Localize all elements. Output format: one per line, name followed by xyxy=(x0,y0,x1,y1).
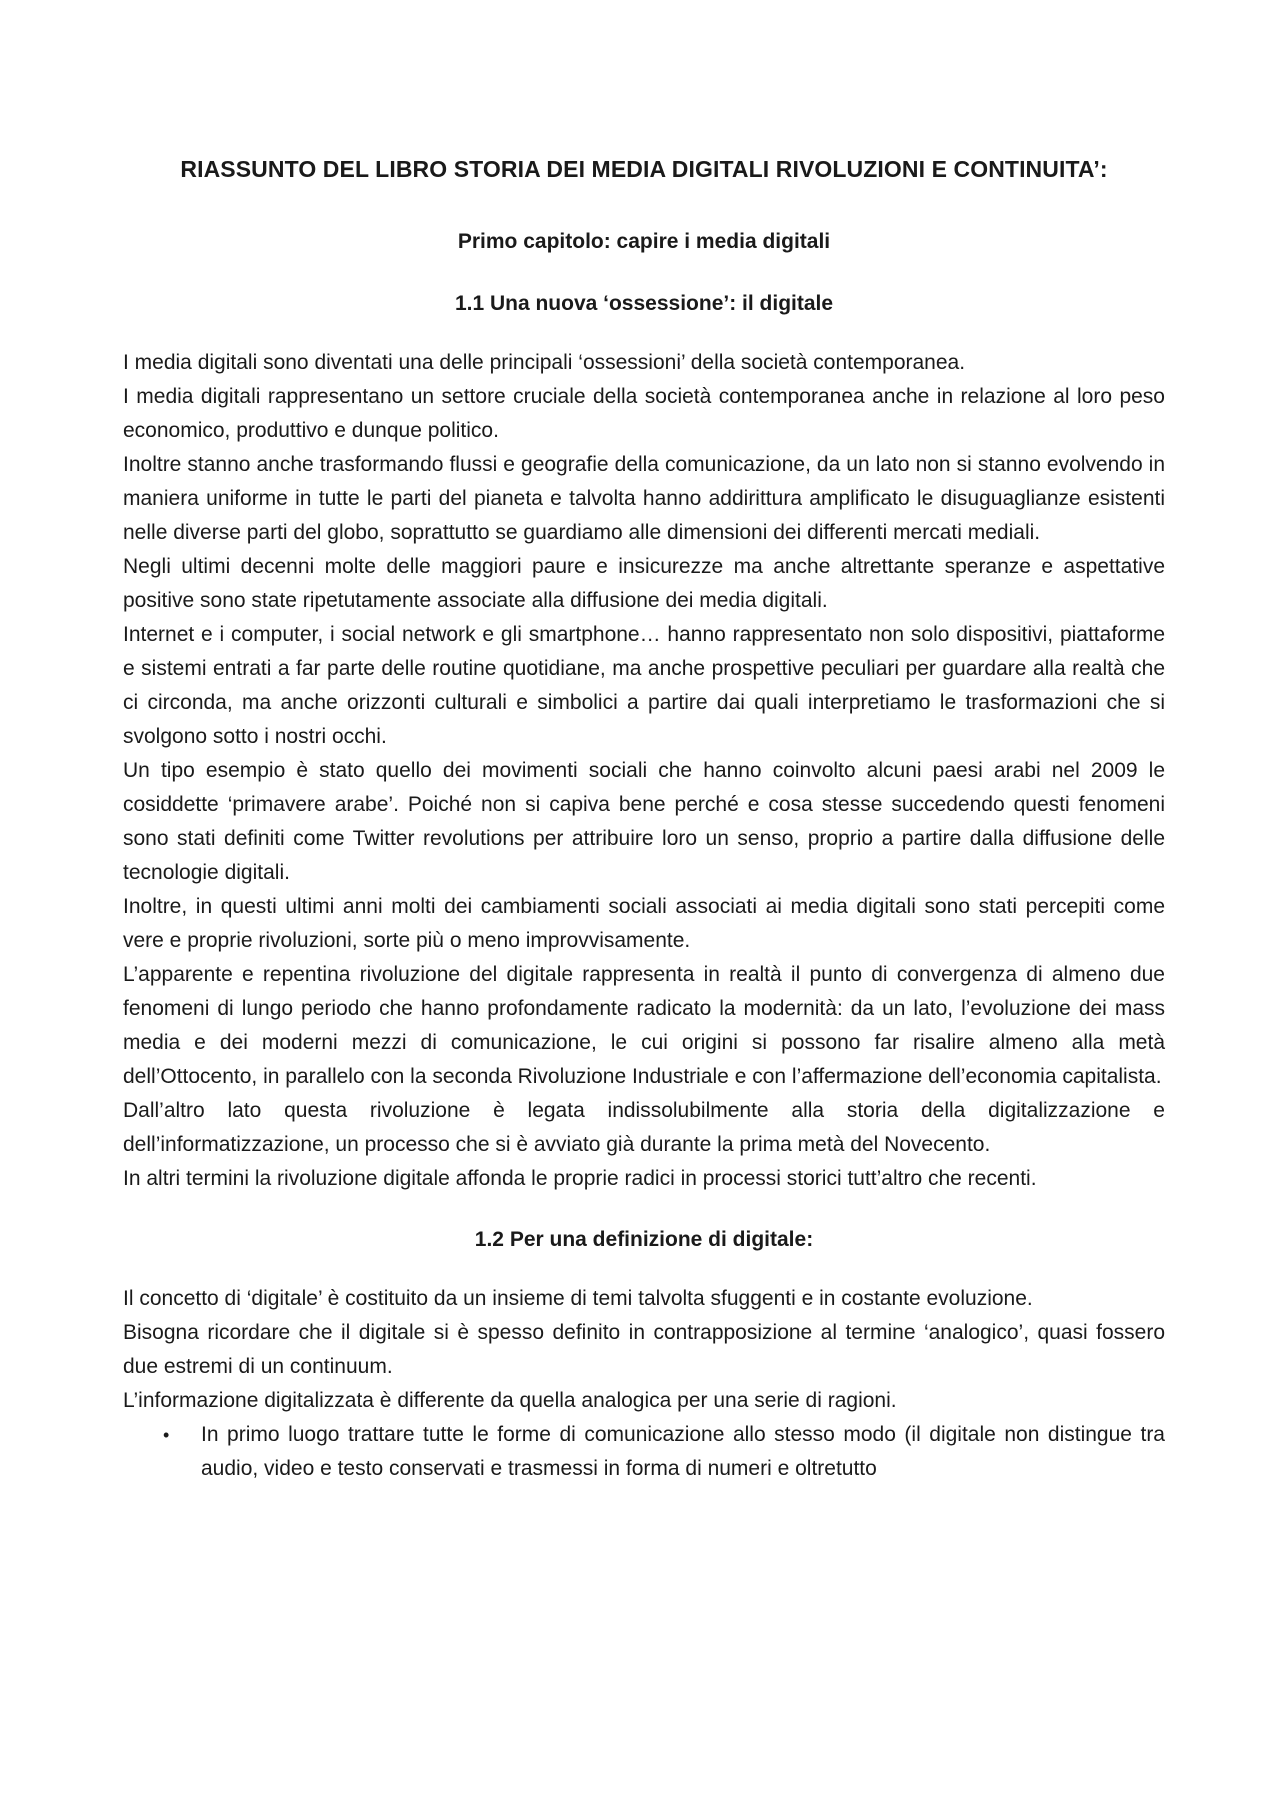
paragraph: Inoltre, in questi ultimi anni molti dei cambiamenti sociali associati ai media digitali sono stati percepiti come vere e proprie rivoluzioni, sorte più o meno improvvisamente. xyxy=(123,895,1165,952)
paragraph: Negli ultimi decenni molte delle maggiori paure e insicurezze ma anche altrettante speranze e aspettative positive sono state ripetutamente associate alla diffusione dei media digitali. xyxy=(123,555,1165,612)
paragraph: I media digitali rappresentano un settore cruciale della società contemporanea anche in relazione al loro peso economico, produttivo e dunque politico. xyxy=(123,385,1165,442)
document-content xyxy=(123,152,1165,1486)
paragraph: L’informazione digitalizzata è differente da quella analogica per una serie di ragioni. xyxy=(123,1389,897,1412)
section-heading-1-2: 1.2 Per una definizione di digitale: xyxy=(474,1228,814,1251)
paragraph: I media digitali sono diventati una delle principali ‘ossessioni’ della società contemporanea. xyxy=(123,351,966,374)
paragraph: Dall’altro lato questa rivoluzione è legata indissolubilmente alla storia della digitalizzazione e dell’informatizzazione, un processo che si è avviato già durante la prima metà del Novecento. xyxy=(123,1099,1165,1156)
paragraph: In altri termini la rivoluzione digitale affonda le proprie radici in processi storici tutt’altro che recenti. xyxy=(123,1167,1037,1190)
paragraph: Inoltre stanno anche trasformando flussi e geografie della comunicazione, da un lato non si stanno evolvendo in maniera uniforme in tutte le parti del pianeta e talvolta hanno addirittura amplificato le disuguaglianze esistenti nelle diverse parti del globo, soprattutto se guardiamo alle dimensioni dei differenti mercati mediali. xyxy=(123,453,1165,544)
paragraph: Il concetto di ‘digitale’ è costituito da un insieme di temi talvolta sfuggenti e in costante evoluzione. xyxy=(123,1287,1033,1310)
paragraph: Un tipo esempio è stato quello dei movimenti sociali che hanno coinvolto alcuni paesi arabi nel 2009 le cosiddette ‘primavere arabe’. Poiché non si capiva bene perché e cosa stesse succedendo questi fenomeni sono stati definiti come Twitter revolutions per attribuire loro un senso, proprio a partire dalla diffusione delle tecnologie digitali. xyxy=(123,759,1165,884)
bullet-icon: • xyxy=(163,1425,170,1445)
list-item-text: In primo luogo trattare tutte le forme di comunicazione allo stesso modo (il digitale non distingue tra audio, video e testo conservati e trasmessi in forma di numeri e oltretutto xyxy=(201,1423,1165,1480)
paragraph: L’apparente e repentina rivoluzione del digitale rappresenta in realtà il punto di convergenza di almeno due fenomeni di lungo periodo che hanno profondamente radicato la modernità: da un lato, l’evoluzione dei mass media e dei moderni mezzi di comunicazione, le cui origini si possono far risalire almeno alla metà dell’Ottocento, in parallelo con la seconda Rivoluzione Industriale e con l’affermazione dell’economia capitalista. xyxy=(123,963,1165,1088)
chapter-heading: Primo capitolo: capire i media digitali xyxy=(457,230,831,253)
section-heading-1-1: 1.1 Una nuova ‘ossessione’: il digitale xyxy=(454,292,834,315)
bullet-list xyxy=(123,1418,1165,1486)
section-1-1-body xyxy=(123,346,1165,1196)
paragraph: Bisogna ricordare che il digitale si è spesso definito in contrapposizione al termine ‘analogico’, quasi fossero due estremi di un continuum. xyxy=(123,1321,1165,1378)
paragraph: Internet e i computer, i social network e gli smartphone… hanno rappresentato non solo dispositivi, piattaforme e sistemi entrati a far parte delle routine quotidiane, ma anche prospettive peculiari per guardare alla realtà che ci circonda, ma anche orizzonti culturali e simbolici a partire dai quali interpretiamo le trasformazioni che si svolgono sotto i nostri occhi. xyxy=(123,623,1165,748)
section-1-2-body xyxy=(123,1282,1165,1486)
document-title: RIASSUNTO DEL LIBRO STORIA DEI MEDIA DIGITALI RIVOLUZIONI E CONTINUITA’: xyxy=(180,156,1108,182)
list-item xyxy=(123,1418,1165,1486)
